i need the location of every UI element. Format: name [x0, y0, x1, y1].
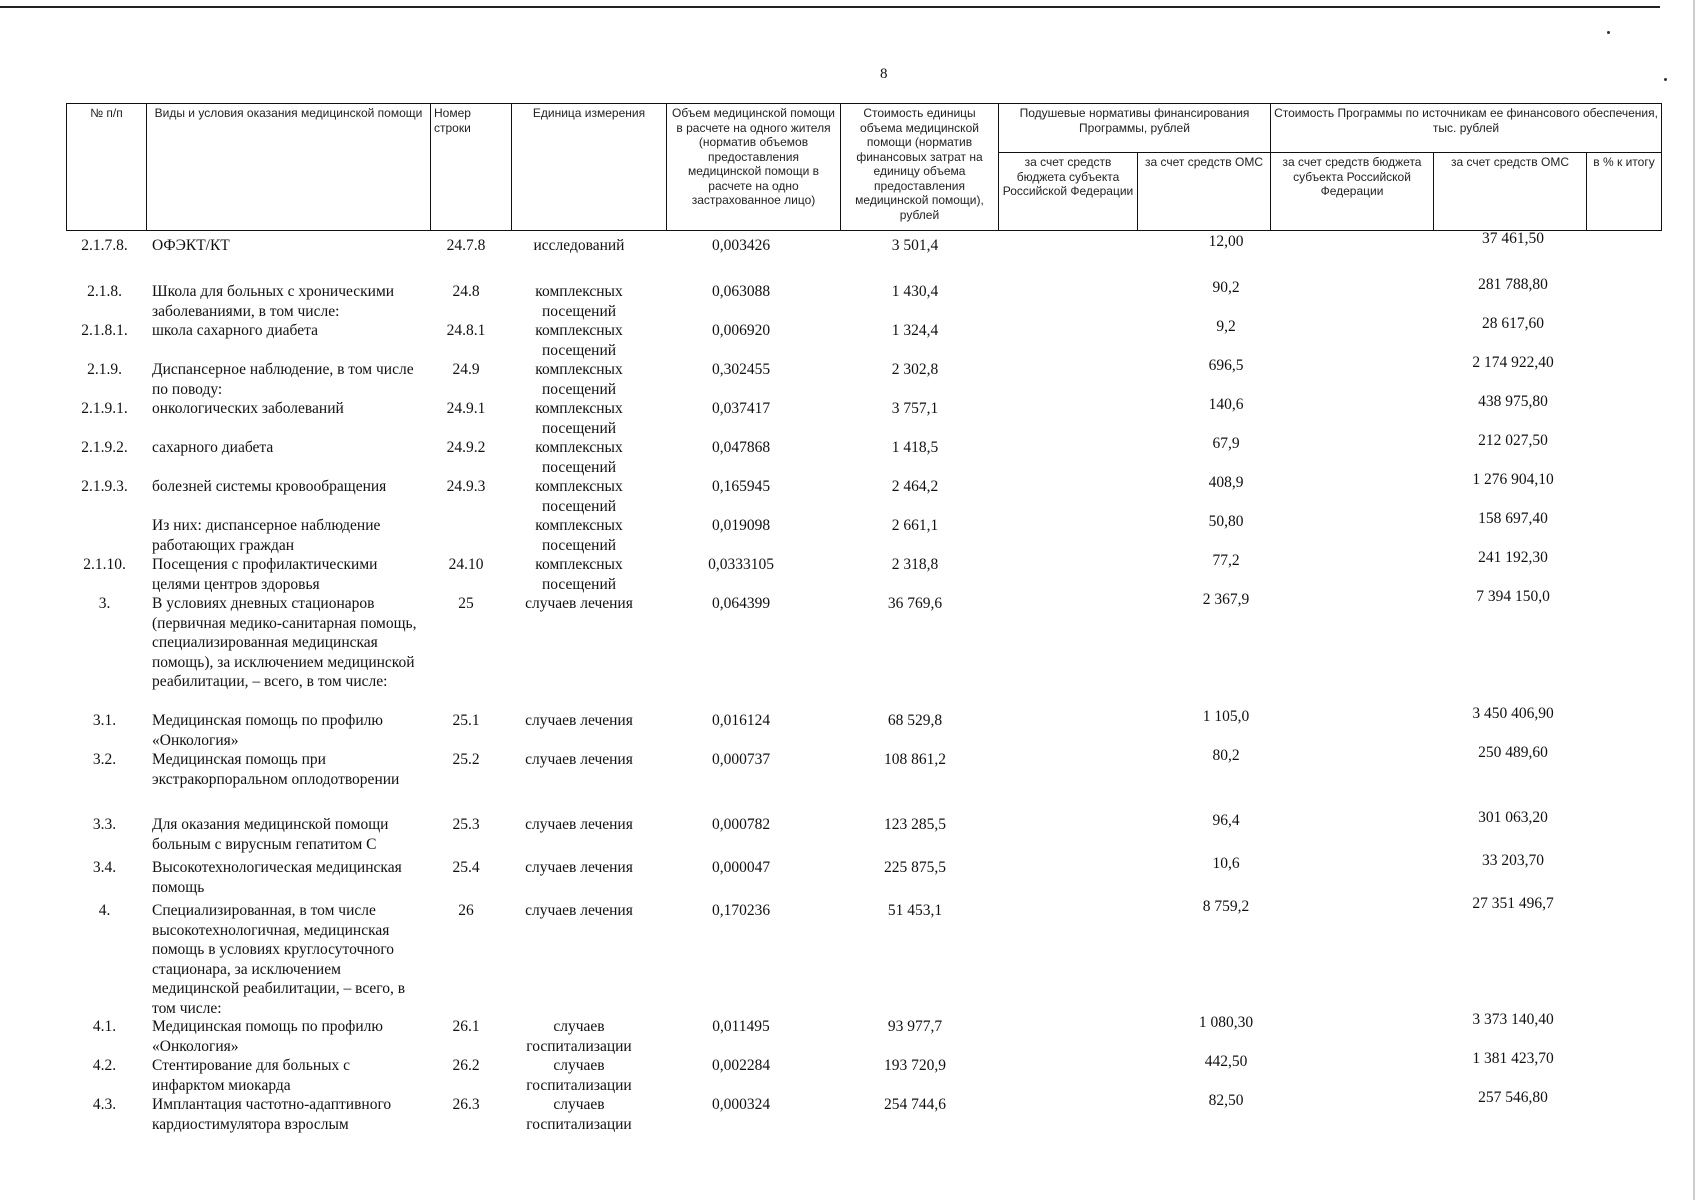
row-total-oms: 3 450 406,90: [1472, 705, 1554, 722]
row-line-number: 25.4: [452, 859, 480, 876]
row-percapita-oms: 9,2: [1216, 318, 1236, 335]
row-line-number: 24.8: [452, 283, 480, 300]
row-unit: случаев госпитализации: [526, 1096, 632, 1133]
scan-speck: [1664, 78, 1667, 81]
row-percapita-oms: 96,4: [1212, 812, 1240, 829]
row-unit-cost: 1 418,5: [891, 439, 939, 456]
row-line-number: 24.9: [452, 361, 480, 378]
row-name: сахарного диабета: [152, 439, 274, 456]
row-percapita-oms: 67,9: [1212, 435, 1240, 452]
row-name: Диспансерное наблюдение, в том числе по поводу:: [152, 361, 414, 398]
row-number: 2.1.9.3.: [81, 478, 128, 495]
row-name: онкологических заболеваний: [152, 400, 344, 417]
row-number: 2.1.8.1.: [81, 322, 128, 339]
row-unit: случаев лечения: [525, 712, 633, 729]
row-unit: случаев лечения: [525, 595, 633, 612]
row-volume: 0,064399: [711, 595, 771, 612]
row-unit: случаев госпитализации: [526, 1018, 632, 1055]
row-name: Медицинская помощь по профилю «Онкология»: [152, 1018, 383, 1055]
row-unit-cost: 2 464,2: [891, 478, 939, 495]
row-total-oms: 2 174 922,40: [1472, 354, 1554, 371]
row-unit-cost: 93 977,7: [887, 1018, 943, 1035]
row-total-oms: 3 373 140,40: [1472, 1011, 1554, 1028]
header-percapita-budget: за счет средств бюджета субъекта Российской Федерации: [999, 153, 1138, 231]
row-volume: 0,000047: [711, 859, 771, 876]
row-number: 4.3.: [92, 1096, 117, 1113]
header-cost-percent: в % к итогу: [1587, 153, 1662, 231]
row-line-number: 24.7.8: [446, 237, 486, 254]
row-line-number: 25: [458, 595, 474, 612]
row-volume: 0,0333105: [708, 556, 774, 573]
row-percapita-oms: 442,50: [1204, 1053, 1248, 1070]
row-name: Медицинская помощь по профилю «Онкология»: [152, 712, 383, 749]
row-name: Имплантация частотно-адаптивного кардиостимулятора взрослым: [152, 1096, 392, 1133]
row-total-oms: 33 203,70: [1482, 852, 1544, 869]
header-col-volume: Объем медицинской помощи в расчете на одного жителя (норматив объемов предоставления медицинской помощи в расчете на одно застрахованное лицо): [667, 104, 841, 231]
row-percapita-oms: 50,80: [1208, 513, 1244, 530]
row-unit-cost: 254 744,6: [884, 1096, 946, 1113]
row-percapita-oms: 10,6: [1212, 855, 1240, 872]
row-line-number: 26: [458, 902, 474, 919]
row-line-number: 24.8.1: [446, 322, 486, 339]
row-total-oms: 212 027,50: [1478, 432, 1548, 449]
row-total-oms: 37 461,50: [1482, 230, 1544, 247]
header-cost-budget: за счет средств бюджета субъекта Российской Федерации: [1271, 153, 1434, 231]
row-unit: комплексных посещений: [535, 517, 623, 554]
row-number: 4.: [98, 902, 111, 919]
row-total-oms: 301 063,20: [1478, 809, 1548, 826]
page-number: 8: [880, 66, 888, 82]
row-name: Посещения с профилактическими целями центров здоровья: [152, 556, 378, 593]
row-unit: комплексных посещений: [535, 478, 623, 515]
row-volume: 0,000782: [711, 816, 771, 833]
row-total-oms: 7 394 150,0: [1476, 588, 1550, 605]
row-name: Специализированная, в том числе высокотехнологичная, медицинская помощь в условиях круглосуточного стационара, за исключением медицинской реабилитации, – всего, в том числе:: [152, 902, 406, 1017]
scan-top-border: [0, 6, 1660, 8]
row-percapita-oms: 80,2: [1212, 747, 1240, 764]
row-unit-cost: 2 302,8: [891, 361, 939, 378]
header-col-line: Номер строки: [431, 104, 512, 231]
row-unit-cost: 2 318,8: [891, 556, 939, 573]
row-total-oms: 438 975,80: [1478, 393, 1548, 410]
row-percapita-oms: 140,6: [1208, 396, 1244, 413]
row-percapita-oms: 12,00: [1208, 233, 1244, 250]
row-unit: комплексных посещений: [535, 400, 623, 437]
row-percapita-oms: 77,2: [1212, 552, 1240, 569]
row-line-number: 26.3: [452, 1096, 480, 1113]
row-total-oms: 281 788,80: [1478, 276, 1548, 293]
row-name: Школа для больных с хроническими заболеваниями, в том числе:: [152, 283, 395, 320]
header-group-percapita: Подушевые нормативы финансирования Программы, рублей: [999, 104, 1271, 153]
row-unit: случаев лечения: [525, 751, 633, 768]
row-volume: 0,170236: [711, 902, 771, 919]
row-number: 3.: [98, 595, 111, 612]
header-cost-oms: за счет средств ОМС: [1434, 153, 1587, 231]
row-unit: комплексных посещений: [535, 361, 623, 398]
row-line-number: 24.10: [448, 556, 484, 573]
row-line-number: 24.9.1: [446, 400, 486, 417]
row-number: 2.1.9.2.: [81, 439, 128, 456]
row-unit-cost: 68 529,8: [887, 712, 943, 729]
row-line-number: 26.2: [452, 1057, 480, 1074]
row-name: Медицинская помощь при экстракорпоральном оплодотворении: [152, 751, 400, 788]
row-line-number: 25.1: [452, 712, 480, 729]
row-volume: 0,003426: [711, 237, 771, 254]
row-number: 3.4.: [92, 859, 117, 876]
row-unit: комплексных посещений: [535, 322, 623, 359]
row-unit: случаев госпитализации: [526, 1057, 632, 1094]
table-header: [66, 103, 1662, 231]
row-percapita-oms: 90,2: [1212, 279, 1240, 296]
row-unit: случаев лечения: [525, 859, 633, 876]
row-percapita-oms: 8 759,2: [1202, 898, 1250, 915]
row-unit-cost: 36 769,6: [887, 595, 943, 612]
row-name: ОФЭКТ/КТ: [152, 237, 230, 254]
row-line-number: 25.3: [452, 816, 480, 833]
row-unit-cost: 3 501,4: [891, 237, 939, 254]
row-number: 2.1.7.8.: [81, 237, 128, 254]
row-volume: 0,165945: [711, 478, 771, 495]
row-number: 3.3.: [92, 816, 117, 833]
row-unit-cost: 1 430,4: [891, 283, 939, 300]
row-unit-cost: 2 661,1: [891, 517, 939, 534]
row-unit-cost: 225 875,5: [884, 859, 946, 876]
row-number: 3.2.: [92, 751, 117, 768]
row-total-oms: 158 697,40: [1478, 510, 1548, 527]
row-name: Высокотехнологическая медицинская помощь: [152, 859, 402, 896]
row-total-oms: 241 192,30: [1478, 549, 1548, 566]
row-total-oms: 257 546,80: [1478, 1089, 1548, 1106]
row-total-oms: 250 489,60: [1478, 744, 1548, 761]
row-percapita-oms: 1 080,30: [1198, 1014, 1254, 1031]
row-name: школа сахарного диабета: [152, 322, 318, 339]
row-unit-cost: 51 453,1: [887, 902, 943, 919]
row-name: В условиях дневных стационаров (первичная медико-санитарная помощь, специализированная медицинская помощь), за исключением медицинской реабилитации, – всего, в том числе:: [152, 595, 417, 690]
header-col-number: № п/п: [67, 104, 147, 231]
row-unit-cost: 123 285,5: [884, 816, 946, 833]
row-volume: 0,002284: [711, 1057, 771, 1074]
row-total-oms: 27 351 496,7: [1472, 895, 1554, 912]
header-col-kind: Виды и условия оказания медицинской помощи: [147, 104, 431, 231]
row-line-number: 25.2: [452, 751, 480, 768]
row-number: 4.1.: [92, 1018, 117, 1035]
row-number: 4.2.: [92, 1057, 117, 1074]
row-unit: комплексных посещений: [535, 556, 623, 593]
row-number: 2.1.9.1.: [81, 400, 128, 417]
row-name: Для оказания медицинской помощи больным с вирусным гепатитом С: [152, 816, 389, 853]
row-name: Стентирование для больных с инфарктом миокарда: [152, 1057, 351, 1094]
row-unit-cost: 193 720,9: [884, 1057, 946, 1074]
row-unit-cost: 108 861,2: [884, 751, 946, 768]
row-volume: 0,006920: [711, 322, 771, 339]
row-volume: 0,063088: [711, 283, 771, 300]
row-line-number: 24.9.3: [446, 478, 486, 495]
row-volume: 0,011495: [712, 1018, 770, 1035]
header-col-unit: Единица измерения: [512, 104, 667, 231]
row-unit-cost: 1 324,4: [891, 322, 939, 339]
header-col-cost: Стоимость единицы объема медицинской помощи (норматив финансовых затрат на единицу объема предоставления медицинской помощи), рублей: [841, 104, 999, 231]
row-percapita-oms: 408,9: [1208, 474, 1244, 491]
row-number: 3.1.: [92, 712, 117, 729]
row-unit: случаев лечения: [525, 816, 633, 833]
scan-right-edge: [1693, 0, 1695, 1200]
row-unit-cost: 3 757,1: [891, 400, 939, 417]
row-percapita-oms: 2 367,9: [1202, 591, 1250, 608]
row-volume: 0,000737: [711, 751, 771, 768]
row-total-oms: 1 381 423,70: [1472, 1050, 1554, 1067]
row-name: болезней системы кровообращения: [152, 478, 387, 495]
row-line-number: 24.9.2: [446, 439, 486, 456]
row-unit: комплексных посещений: [535, 283, 623, 320]
row-total-oms: 28 617,60: [1482, 315, 1544, 332]
header-group-program-cost: Стоимость Программы по источникам ее финансового обеспечения, тыс. рублей: [1271, 104, 1662, 153]
row-line-number: 26.1: [452, 1018, 480, 1035]
scan-speck: [1607, 31, 1610, 34]
row-percapita-oms: 696,5: [1208, 357, 1244, 374]
row-volume: 0,037417: [711, 400, 771, 417]
row-percapita-oms: 1 105,0: [1202, 708, 1250, 725]
header-percapita-oms: за счет средств ОМС: [1138, 153, 1271, 231]
row-total-oms: 1 276 904,10: [1472, 471, 1554, 488]
row-number: 2.1.8.: [87, 283, 122, 300]
row-number: 2.1.9.: [87, 361, 122, 378]
row-volume: 0,047868: [711, 439, 771, 456]
row-volume: 0,016124: [711, 712, 771, 729]
row-volume: 0,019098: [711, 517, 771, 534]
row-unit: комплексных посещений: [535, 439, 623, 476]
row-unit: случаев лечения: [525, 902, 633, 919]
row-percapita-oms: 82,50: [1208, 1092, 1244, 1109]
row-unit: исследований: [533, 237, 625, 254]
row-name: Из них: диспансерное наблюдение работающих граждан: [152, 517, 381, 554]
row-volume: 0,302455: [711, 361, 771, 378]
row-number: 2.1.10.: [83, 556, 126, 573]
row-volume: 0,000324: [711, 1096, 771, 1113]
